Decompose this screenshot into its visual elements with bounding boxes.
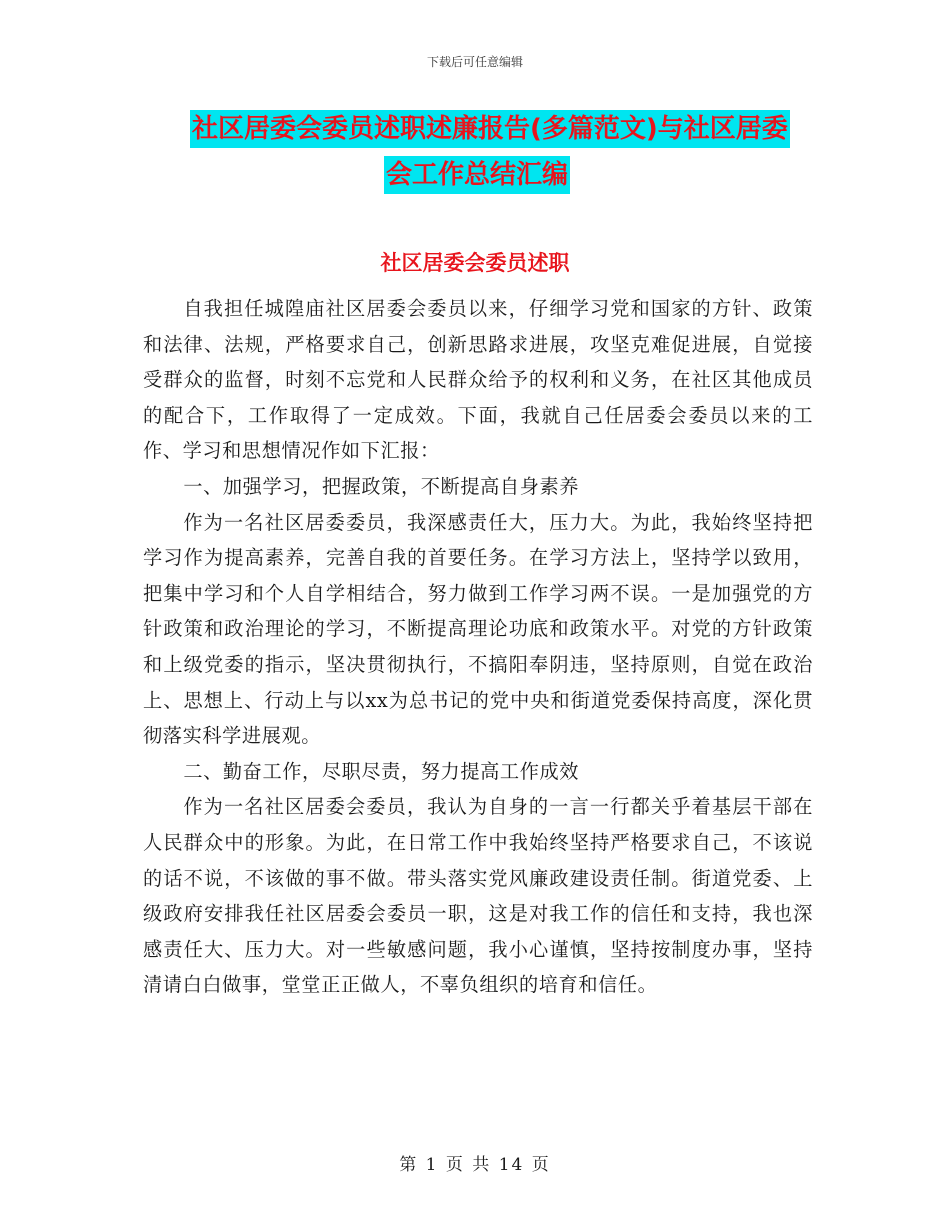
paragraph: 作为一名社区居委委员，我深感责任大，压力大。为此，我始终坚持把学习作为提高素养，完善自我的首要任务。在学习方法上，坚持学以致用，把集中学习和个人自学相结合，努力做到工作学习两不误。一是加强党的方针政策和政治理论的学习，不断提高理论功底和政策水平。对党的方针政策和上级党委的指示，坚决贯彻执行，不搞阳奉阴违，坚持原则，自觉在政治上、思想上、行动上与以xx为总书记的党中央和街道党委保持高度，深化贯彻落实科学进展观。 <box>143 510 813 748</box>
header-note: 下载后可任意编辑 <box>426 55 523 69</box>
title-line-1: 社区居委会委员述职述廉报告(多篇范文)与社区居委 <box>190 110 790 148</box>
title-line-2: 会工作总结汇编 <box>384 156 570 194</box>
paragraph: 作为一名社区居委会委员，我认为自身的一言一行都关乎着基层干部在人民群众中的形象。为此，在日常工作中我始终坚持严格要求自己，不该说的话不说，不该做的事不做。带头落实党风廉政建设责任制。街道党委、上级政府安排我任社区居委会委员一职，这是对我工作的信任和支持，我也深感责任大、压力大。对一些敏感问题，我小心谨慎，坚持按制度办事，坚持清请白白做事，堂堂正正做人，不辜负组织的培育和信任。 <box>143 795 813 997</box>
section-heading: 社区居委会委员述职 <box>380 251 570 275</box>
paragraph-heading: 二、勤奋工作，尽职尽责，努力提高工作成效 <box>183 759 580 783</box>
document-body <box>143 291 813 1003</box>
paragraph: 自我担任城隍庙社区居委会委员以来，仔细学习党和国家的方针、政策和法律、法规，严格要求自己，创新思路求进展，攻坚克难促进展，自觉接受群众的监督，时刻不忘党和人民群众给予的权利和义务，在社区其他成员的配合下，工作取得了一定成效。下面，我就自己任居委会委员以来的工作、学习和思想情况作如下汇报： <box>143 297 813 463</box>
page-number: 第 1 页 共 14 页 <box>399 1155 551 1175</box>
paragraph-heading: 一、加强学习，把握政策，不断提高自身素养 <box>183 474 580 498</box>
